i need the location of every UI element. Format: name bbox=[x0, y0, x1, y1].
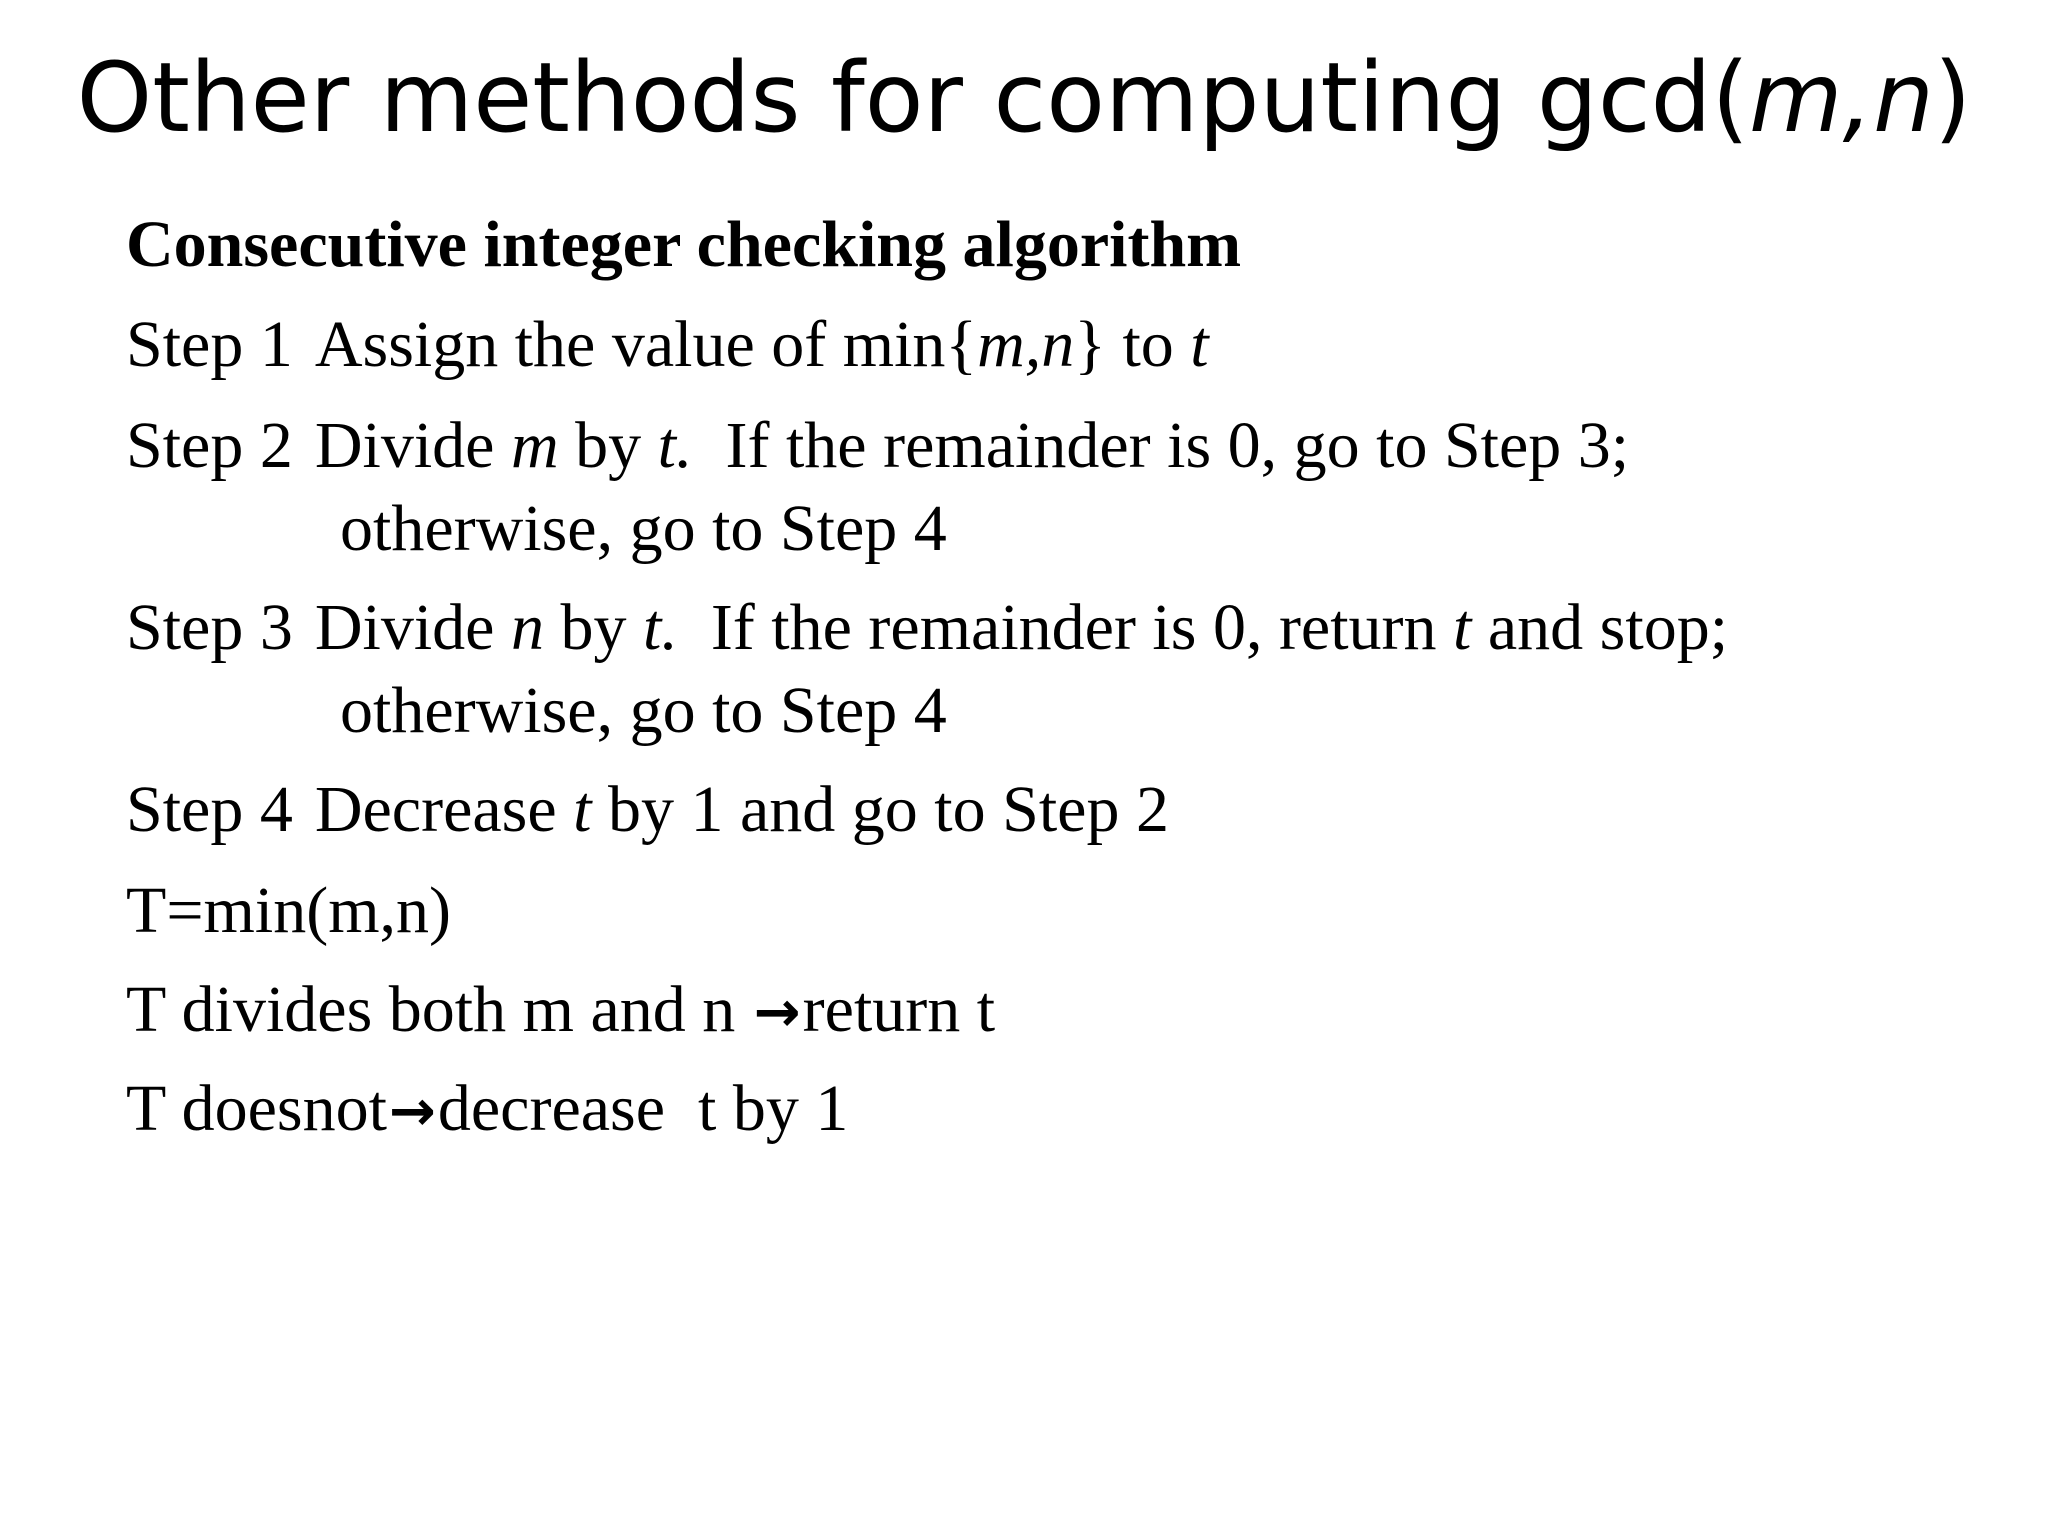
right-arrow-icon: → bbox=[388, 1079, 436, 1144]
step-text: by 1 and go to Step 2 bbox=[591, 773, 1169, 846]
step-text: Assign the value of min{ bbox=[314, 308, 978, 381]
step-var: t. bbox=[657, 409, 693, 482]
step-var: t bbox=[573, 773, 592, 846]
step-var: t bbox=[1190, 308, 1209, 381]
step-1 bbox=[126, 304, 1209, 386]
step-label: Step 4 bbox=[126, 773, 293, 846]
note-text: decrease t by 1 bbox=[437, 1072, 849, 1145]
note-min: T=min(m,n) bbox=[126, 874, 452, 947]
slide-title bbox=[0, 38, 2048, 158]
step-text: and stop; bbox=[1471, 591, 1729, 664]
step-text: Divide bbox=[314, 409, 511, 482]
step-var: t. bbox=[642, 591, 678, 664]
step-var: n bbox=[510, 591, 544, 664]
step-var: m,n bbox=[977, 308, 1075, 381]
step-text: Decrease bbox=[314, 773, 574, 846]
step-4 bbox=[126, 769, 1169, 851]
step-label: Step 1 bbox=[126, 308, 293, 381]
step-2 bbox=[126, 405, 1629, 487]
right-arrow-icon: → bbox=[753, 980, 801, 1045]
step-3-continuation: otherwise, go to Step 4 bbox=[340, 674, 947, 747]
step-text: If the remainder is 0, return bbox=[677, 591, 1454, 664]
note-text: T doesnot bbox=[126, 1072, 387, 1145]
step-label: Step 3 bbox=[126, 591, 293, 664]
note-text: T divides both m and n bbox=[126, 973, 752, 1046]
step-2-continuation: otherwise, go to Step 4 bbox=[340, 492, 947, 565]
step-text: by bbox=[558, 409, 658, 482]
title-comma: , bbox=[1842, 42, 1874, 154]
step-var: t bbox=[1453, 591, 1472, 664]
note-text: return t bbox=[802, 973, 996, 1046]
step-text: Divide bbox=[314, 591, 511, 664]
step-label: Step 2 bbox=[126, 409, 293, 482]
step-text: If the remainder is 0, go to Step 3; bbox=[692, 409, 1630, 482]
title-var-m: m bbox=[1749, 42, 1843, 154]
step-var: m bbox=[510, 409, 559, 482]
algorithm-heading: Consecutive integer checking algorithm bbox=[126, 208, 1242, 281]
note-divides bbox=[126, 969, 995, 1054]
note-doesnot bbox=[126, 1068, 848, 1153]
title-var-n: n bbox=[1873, 42, 1934, 154]
step-text: } to bbox=[1074, 308, 1191, 381]
step-text: by bbox=[543, 591, 643, 664]
title-text: Other methods for computing gcd( bbox=[76, 42, 1750, 154]
step-3 bbox=[126, 587, 1728, 669]
title-close-paren: ) bbox=[1933, 42, 1972, 154]
